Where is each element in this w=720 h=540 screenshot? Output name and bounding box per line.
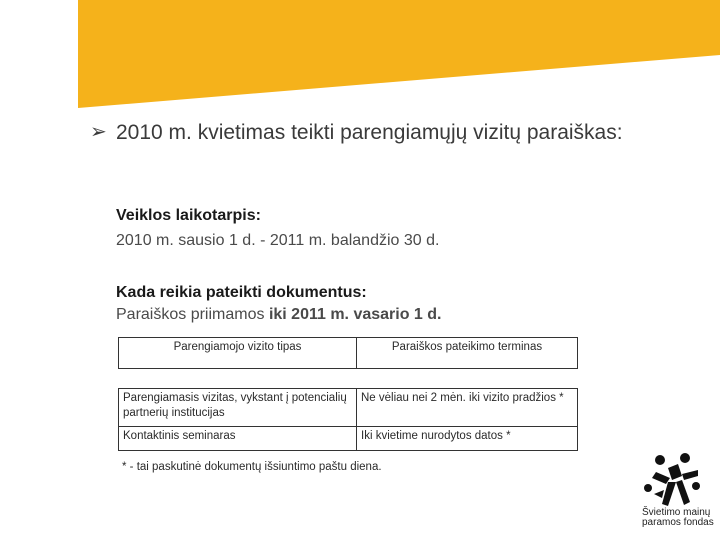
logo-line-2: paramos fondas xyxy=(642,517,714,528)
submission-value xyxy=(116,306,442,324)
activity-period-label: Veiklos laikotarpis: xyxy=(116,207,261,224)
arrow-bullet-icon: ➢ xyxy=(90,121,107,143)
table-cell: Parengiamasis vizitas, vykstant į potencialių partnerių institucijas xyxy=(119,389,357,427)
logo-text xyxy=(642,508,718,528)
table-header-row xyxy=(119,338,578,369)
table-cell: Iki kvietime nurodytos datos * xyxy=(357,427,578,451)
foundation-logo-icon xyxy=(638,450,708,510)
table-header-cell: Paraiškos pateikimo terminas xyxy=(357,338,578,369)
table-spacer-cell xyxy=(357,369,578,389)
submission-value-prefix: Paraiškos priimamos xyxy=(116,306,269,323)
table-spacer-row xyxy=(119,369,578,389)
submission-label: Kada reikia pateikti dokumentus: xyxy=(116,284,367,301)
submission-deadline: iki 2011 m. vasario 1 d. xyxy=(268,306,442,323)
table-row xyxy=(119,389,578,427)
table-row xyxy=(119,427,578,451)
slide-heading xyxy=(90,118,690,147)
heading-text: 2010 m. kvietimas teikti parengiamųjų vizitų paraiškas: xyxy=(116,121,623,144)
table-header-cell: Parengiamojo vizito tipas xyxy=(119,338,357,369)
table-cell: Kontaktinis seminaras xyxy=(119,427,357,451)
table-cell: Ne vėliau nei 2 mėn. iki vizito pradžios * xyxy=(357,389,578,427)
header-banner xyxy=(0,0,720,108)
logo-line-1: Švietimo mainų xyxy=(642,507,711,518)
footnote: * - tai paskutinė dokumentų išsiuntimo paštu diena. xyxy=(122,461,382,473)
activity-period-value: 2010 m. sausio 1 d. - 2011 m. balandžio 30 d. xyxy=(116,232,440,249)
table-spacer-cell xyxy=(119,369,357,389)
deadlines-table xyxy=(118,337,578,451)
